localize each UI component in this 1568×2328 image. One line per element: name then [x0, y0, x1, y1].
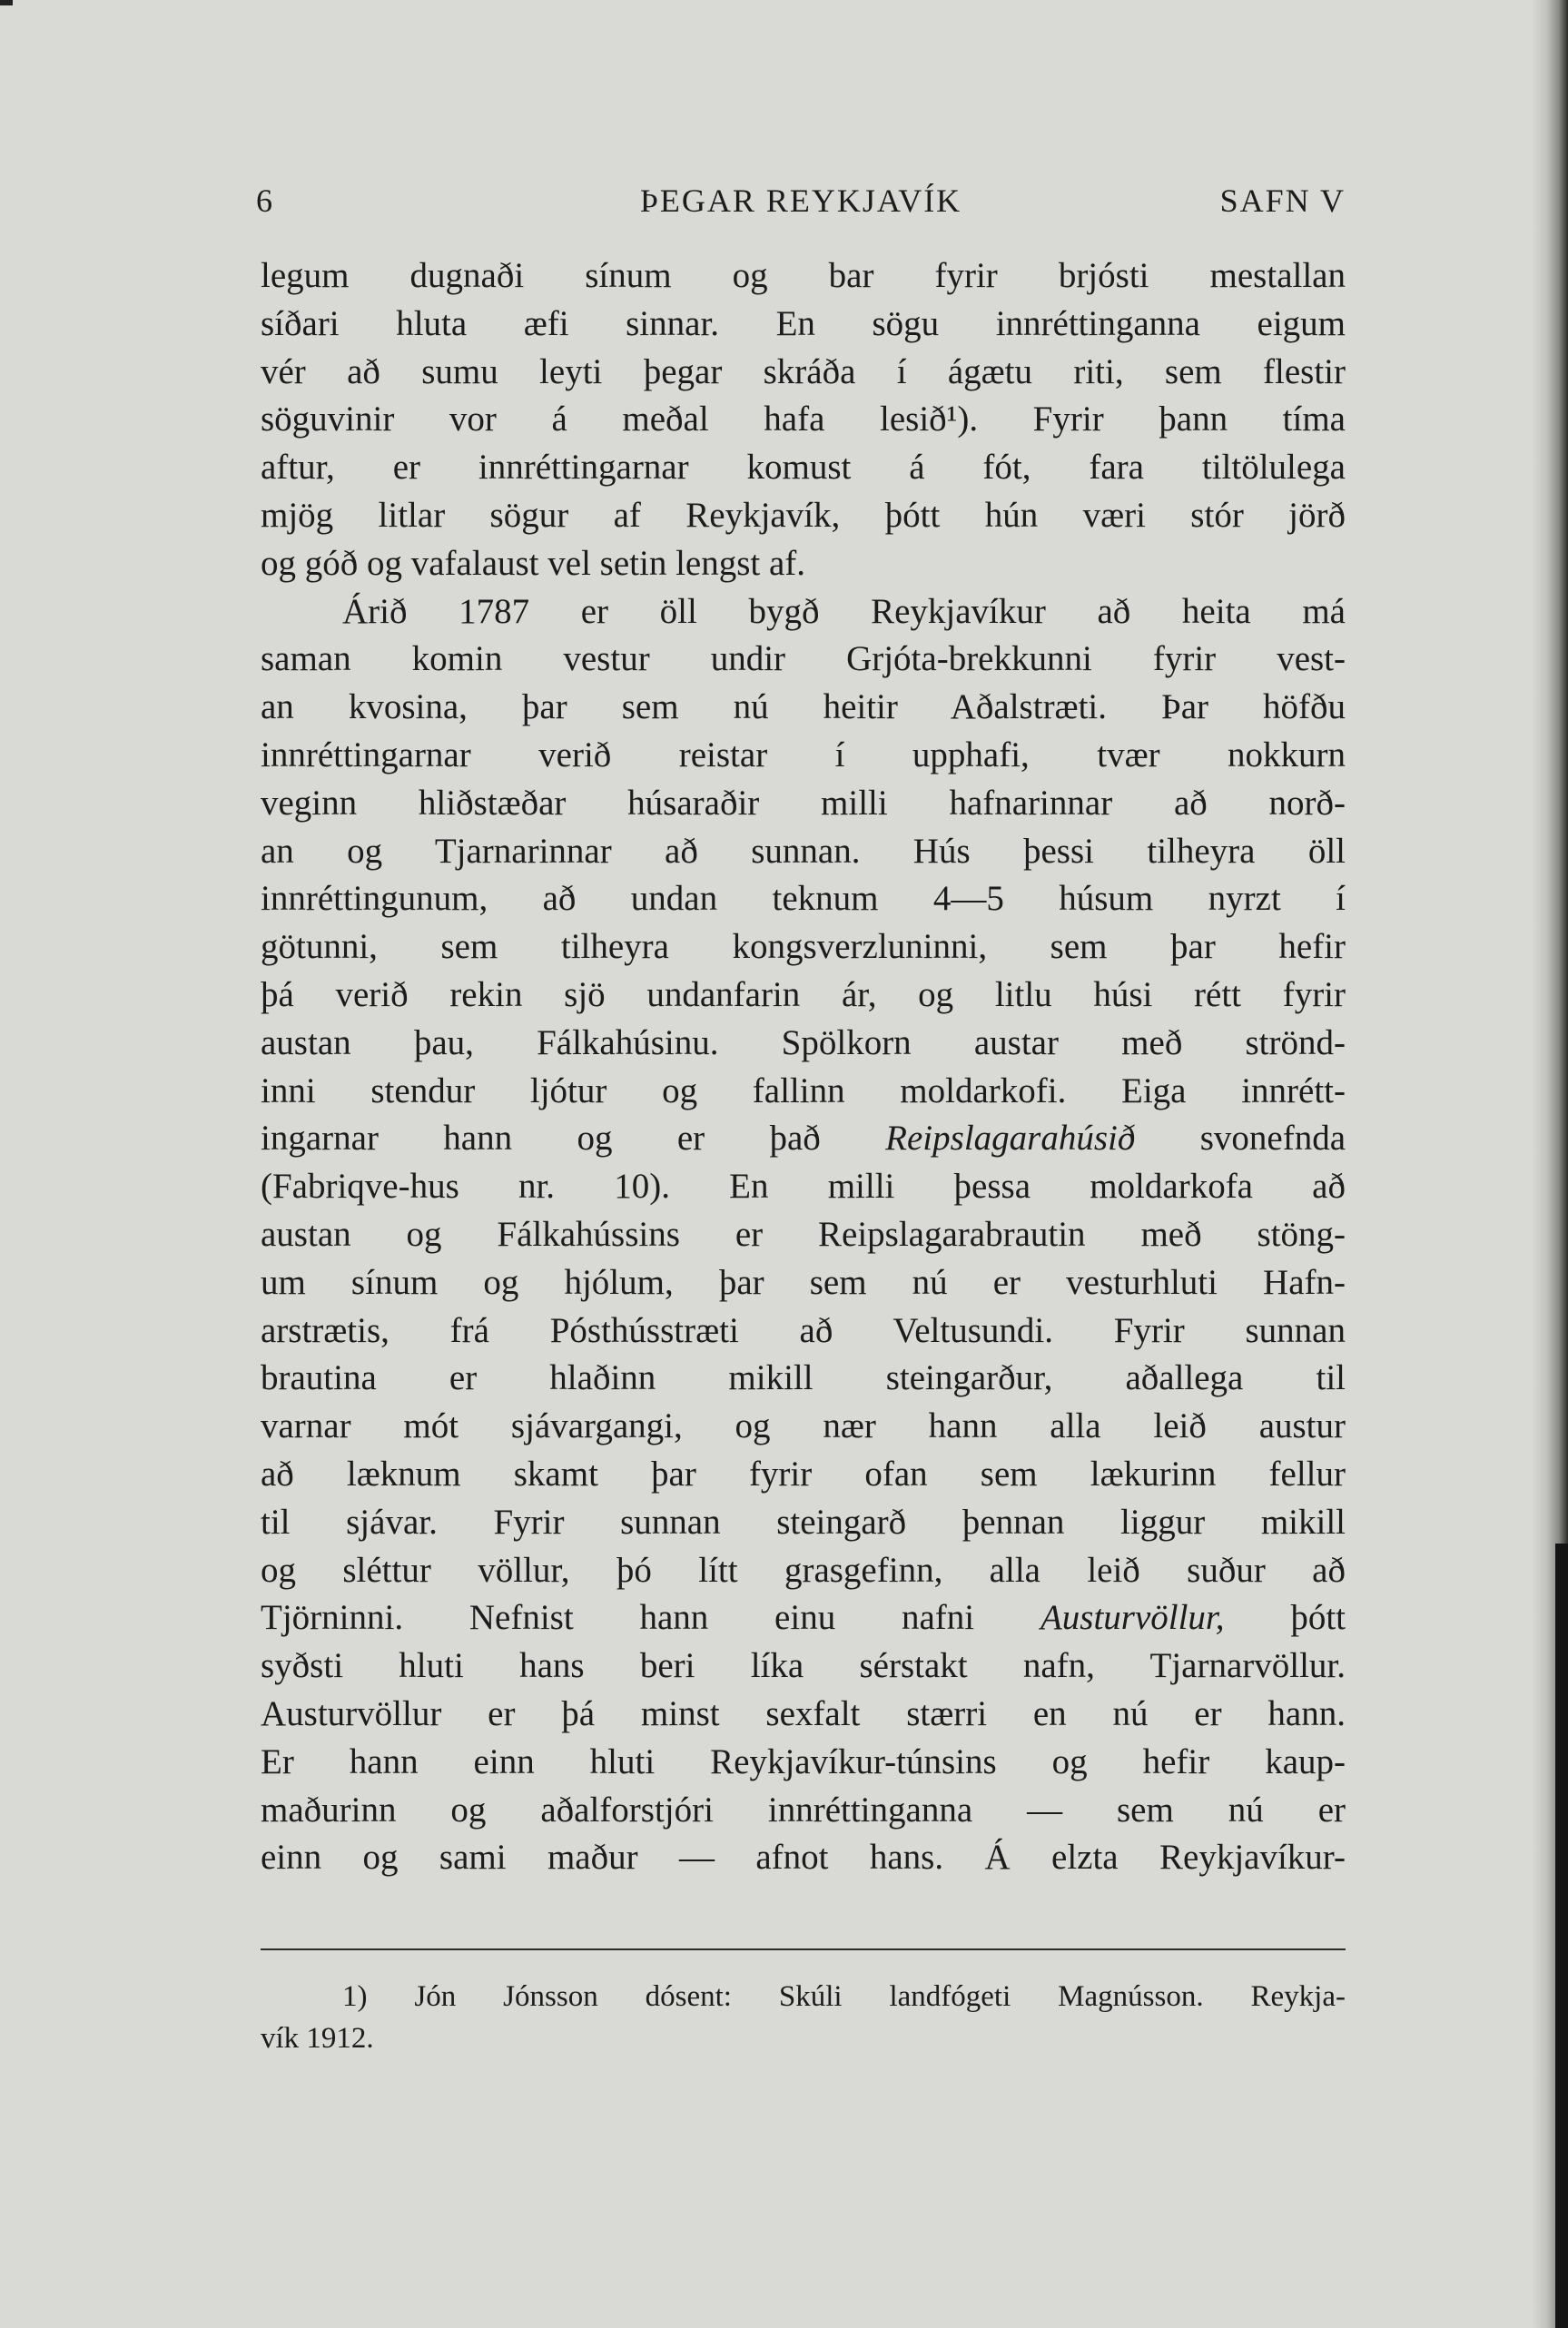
text-segment: þótt [1290, 1598, 1346, 1638]
text-line: og sléttur völlur, þó lítt grasgefinn, alla leið suður að [261, 1550, 1346, 1590]
text-line: Er hann einn hluti Reykjavíkur-túnsins og hefir kaup- [261, 1741, 1346, 1781]
text-segment: svonefnda [1199, 1119, 1346, 1159]
footnote-line: 1) Jón Jónsson dósent: Skúli landfógeti Magnússon. Reykja- [342, 1980, 1346, 2013]
running-title: ÞEGAR REYKJAVÍK [639, 182, 962, 219]
text-line: einn og sami maður — afnot hans. Á elzta Reykjavíkur- [261, 1838, 1346, 1878]
text-line: legum dugnaði sínum og bar fyrir brjósti mestallan [261, 256, 1346, 295]
text-line: (Fabriqve-hus nr. 10). En milli þessa moldarkofa að [261, 1167, 1346, 1207]
text-line: brautina er hlaðinn mikill steingarður, aðallega til [261, 1358, 1346, 1398]
text-line: aftur, er innréttingarnar komust á fót, fara tiltölulega [261, 448, 1346, 488]
text-line: síðari hluta æfi sinnar. En sögu innréttinganna eigum [261, 303, 1346, 343]
text-line: innréttingunum, að undan teknum 4—5 húsum nyrzt í [261, 879, 1346, 919]
section-label: SAFN V [1219, 182, 1346, 219]
page-number: 6 [256, 182, 273, 219]
text-segment: Tjörninni. Nefnist hann einu nafni [261, 1598, 975, 1638]
text-line: syðsti hluti hans beri líka sérstakt nafn, Tjarnarvöllur. [261, 1646, 1346, 1686]
text-line: maðurinn og aðalforstjóri innréttinganna — sem nú er [261, 1790, 1346, 1830]
text-line: vér að sumu leyti þegar skráða í ágætu riti, sem flestir [261, 351, 1346, 391]
text-line: götunni, sem tilheyra kongsverzluninni, sem þar hefir [261, 927, 1346, 967]
text-line: og góð og vafalaust vel setin lengst af. [261, 543, 806, 583]
text-line: austan þau, Fálkahúsinu. Spölkorn austar með strönd- [261, 1022, 1346, 1062]
body-text [261, 252, 1346, 1882]
text-line: um sínum og hjólum, þar sem nú er vesturhluti Hafn- [261, 1262, 1346, 1302]
text-line: innréttingarnar verið reistar í upphafi, tvær nokkurn [261, 735, 1346, 774]
text-line: Árið 1787 er öll bygð Reykjavíkur að heita má [342, 591, 1346, 631]
running-head [256, 182, 1346, 227]
text-line: an og Tjarnarinnar að sunnan. Hús þessi tilheyra öll [261, 831, 1346, 871]
page-edge-binding [1555, 1544, 1568, 2328]
footnote-divider [261, 1948, 1346, 1950]
text-line-with-italic [261, 1115, 1346, 1163]
footnotes [261, 1976, 1346, 2059]
italic-term: Reipslagarahúsið [885, 1119, 1136, 1159]
text-line: söguvinir vor á meðal hafa lesið¹). Fyrir þann tíma [261, 400, 1346, 439]
text-line: arstrætis, frá Pósthússtræti að Veltusundi. Fyrir sunnan [261, 1310, 1346, 1350]
text-line: Austurvöllur er þá minst sexfalt stærri en nú er hann. [261, 1693, 1346, 1733]
footnote-line: vík 1912. [261, 2022, 374, 2055]
text-line: að læknum skamt þar fyrir ofan sem lækurinn fellur [261, 1454, 1346, 1494]
text-line: til sjávar. Fyrir sunnan steingarð þennan liggur mikill [261, 1502, 1346, 1542]
text-line: an kvosina, þar sem nú heitir Aðalstræti. Þar höfðu [261, 687, 1346, 727]
text-segment: ingarnar hann og er það [261, 1119, 821, 1159]
text-line: austan og Fálkahússins er Reipslagarabrautin með stöng- [261, 1214, 1346, 1254]
text-line: mjög litlar sögur af Reykjavík, þótt hún væri stór jörð [261, 495, 1346, 535]
scan-corner-mark [0, 0, 13, 5]
text-line: inni stendur ljótur og fallinn moldarkofi. Eiga innrétt- [261, 1070, 1346, 1110]
text-line: veginn hliðstæðar húsaraðir milli hafnarinnar að norð- [261, 783, 1346, 823]
text-line: þá verið rekin sjö undanfarin ár, og litlu húsi rétt fyrir [261, 974, 1346, 1014]
text-line-with-italic [261, 1594, 1346, 1642]
text-line: saman komin vestur undir Grjóta-brekkunni fyrir vest- [261, 639, 1346, 679]
italic-term: Austurvöllur, [1040, 1598, 1225, 1638]
text-line: varnar mót sjávargangi, og nær hann alla leið austur [261, 1406, 1346, 1446]
